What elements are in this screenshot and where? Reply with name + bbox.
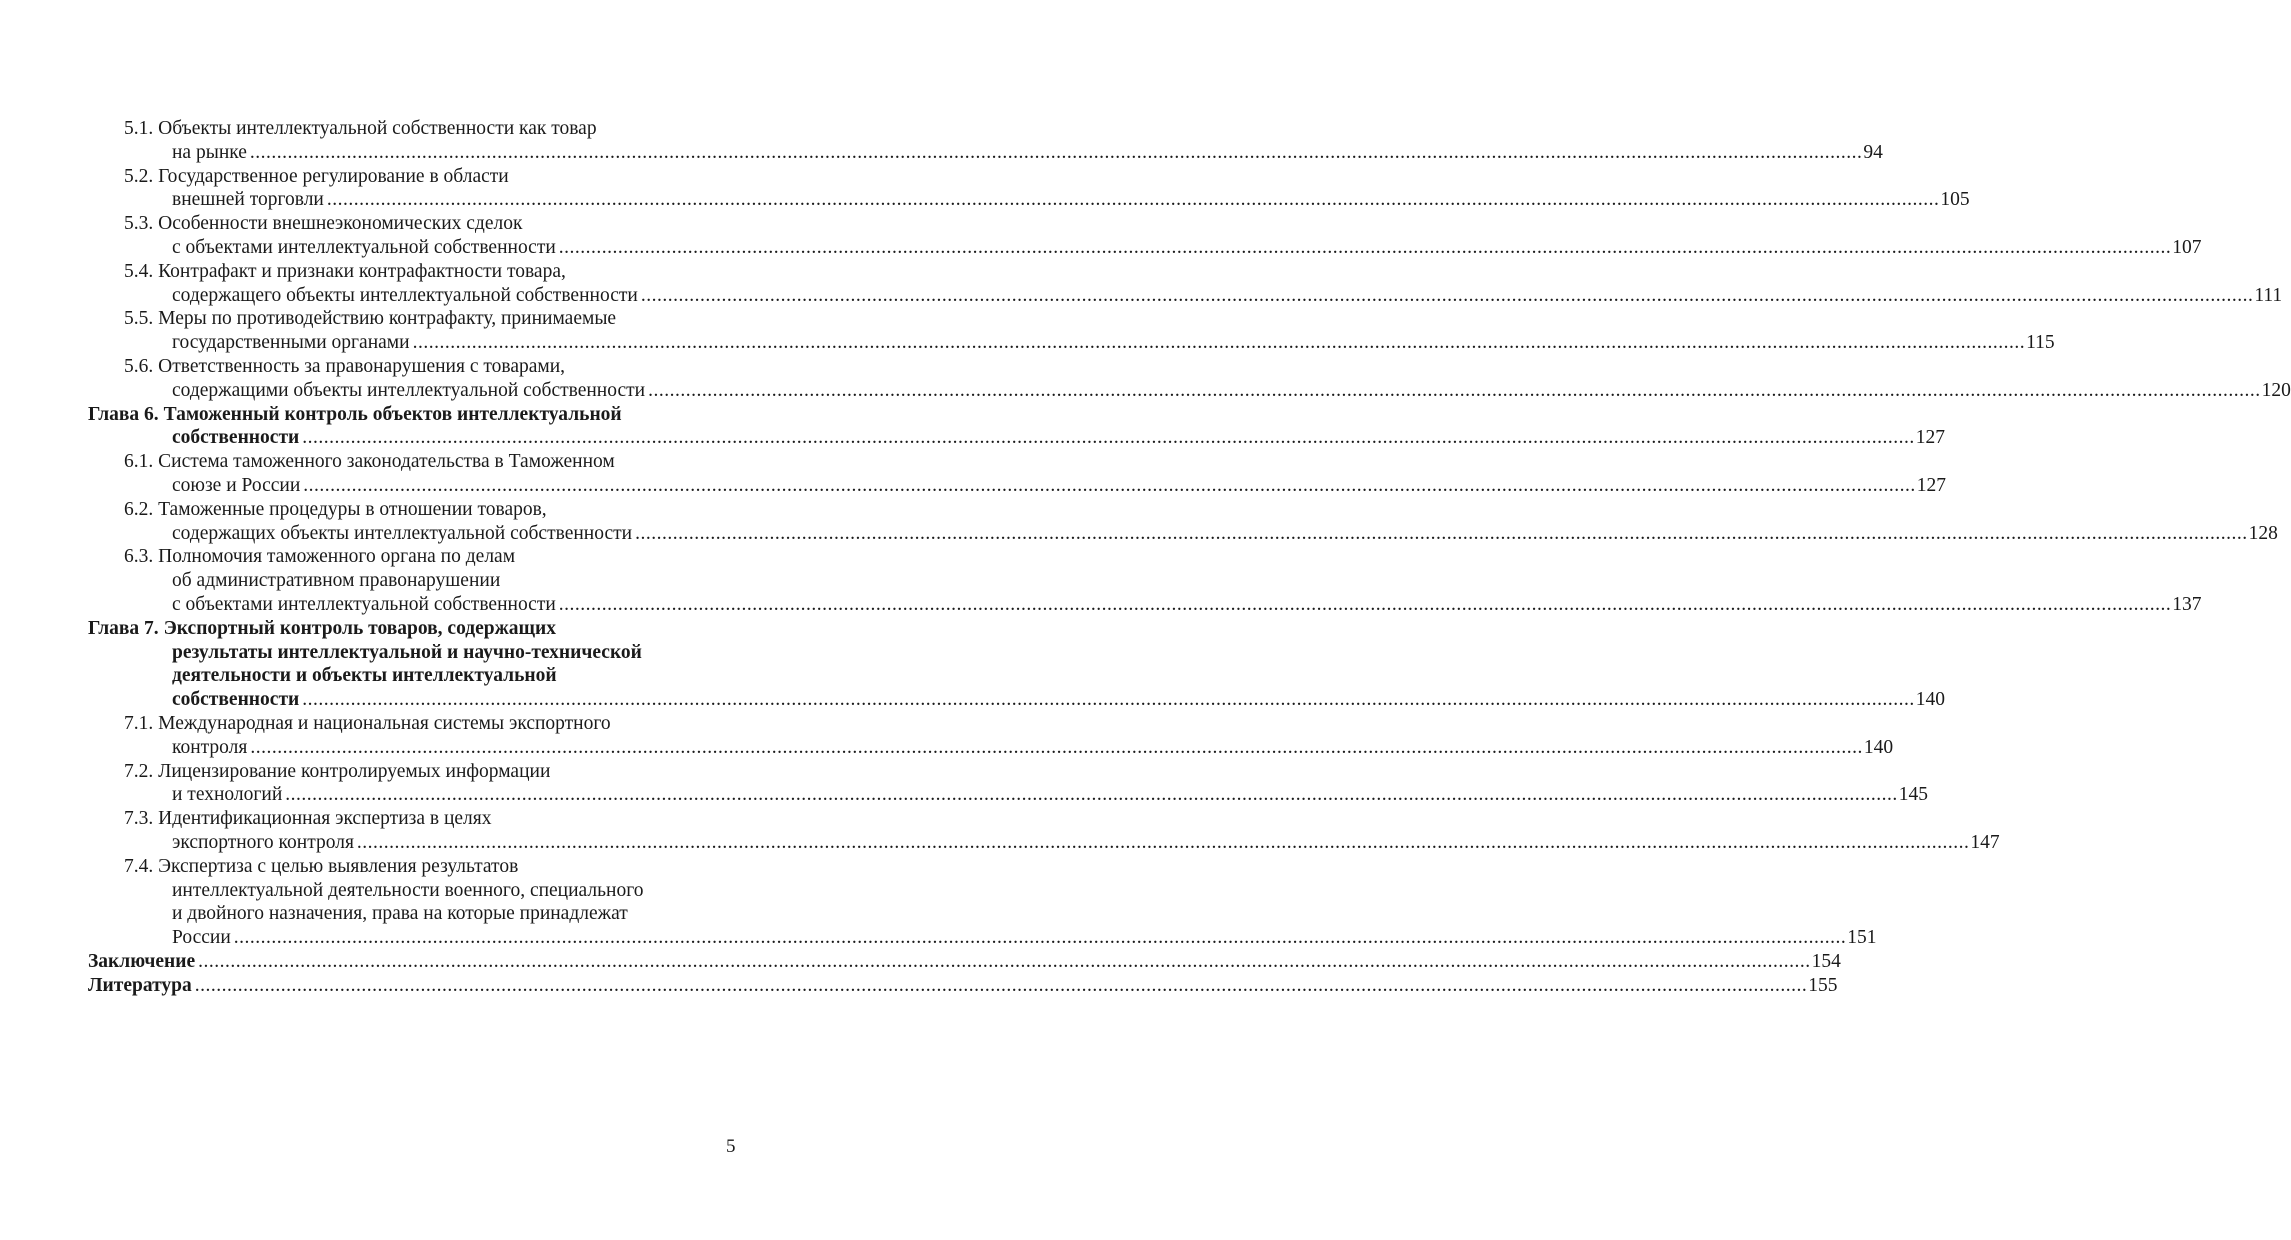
toc-line: [88, 426, 1946, 450]
toc-entry-number: 6.1.: [124, 451, 154, 473]
toc-entry-title: содержащими объекты интеллектуальной собственности: [172, 379, 646, 401]
toc-line: [88, 807, 738, 831]
toc-leader-dots: ............................................................................................................................................................................................................................................................................................................: [356, 831, 1970, 853]
toc-entry-title: об административном правонарушении: [172, 570, 501, 592]
toc-entry-title: Литература: [88, 974, 192, 996]
toc-entry-title: 6.1. Система таможенного законодательства в Таможенном: [124, 451, 615, 473]
toc-line: [88, 902, 738, 926]
toc-page-number: 127: [1915, 427, 1946, 449]
toc-page-number: 115: [2026, 332, 2055, 354]
toc-entry-number: 7.3.: [124, 808, 154, 830]
toc-line: [88, 760, 738, 784]
toc-leader-dots: ............................................................................................................................................................................................................................................................................................................: [249, 141, 1863, 163]
table-of-contents: [88, 117, 2291, 997]
toc-line: [88, 569, 738, 593]
toc-entry-title: собственности: [172, 689, 300, 711]
toc-leader-dots: ............................................................................................................................................................................................................................................................................................................: [285, 784, 1898, 806]
toc-leader-dots: ............................................................................................................................................................................................................................................................................................................: [302, 689, 1915, 711]
toc-line: [88, 498, 738, 522]
toc-entry-title: 5.6. Ответственность за правонарушения с товарами,: [124, 355, 566, 377]
toc-line: [88, 355, 738, 379]
toc-entry-title: 5.3. Особенности внешнеэкономических сделок: [124, 213, 523, 235]
toc-entry-title: Глава 6. Таможенный контроль объектов интеллектуальной: [88, 403, 622, 425]
toc-page-number: 111: [2254, 284, 2283, 306]
toc-entry-title: и двойного назначения, права на которые принадлежат: [172, 903, 628, 925]
toc-line: [88, 403, 738, 427]
toc-entry-title: 5.2. Государственное регулирование в области: [124, 165, 509, 187]
toc-page-number: 154: [1811, 950, 1841, 972]
toc-entry-number: 5.1.: [124, 118, 154, 139]
toc-page-number: 107: [2172, 236, 2202, 258]
toc-line: [88, 141, 1883, 165]
toc-entry-title: и технологий: [172, 784, 283, 806]
toc-leader-dots: ............................................................................................................................................................................................................................................................................................................: [635, 522, 2248, 544]
toc-line: [88, 712, 738, 736]
toc-entry-title: 6.3. Полномочия таможенного органа по делам: [124, 546, 516, 568]
toc-leader-dots: ............................................................................................................................................................................................................................................................................................................: [303, 474, 1916, 496]
toc-page-number: 140: [1915, 689, 1946, 711]
toc-line: [88, 855, 738, 879]
toc-line: [88, 260, 738, 284]
toc-entry-title: содержащих объекты интеллектуальной собственности: [172, 522, 633, 544]
toc-leader-dots: ............................................................................................................................................................................................................................................................................................................: [558, 236, 2172, 258]
toc-entry: [88, 950, 1841, 974]
toc-entry-title: контроля: [172, 736, 248, 758]
toc-entry-title: 5.4. Контрафакт и признаки контрафактности товара,: [124, 260, 566, 282]
toc-entry: [88, 355, 2291, 403]
toc-entry-number: Глава 7.: [88, 617, 159, 639]
toc-entry-number: 5.5.: [124, 308, 154, 330]
toc-entry-number: 6.2.: [124, 498, 154, 520]
toc-entry-number: 5.2.: [124, 165, 154, 187]
toc-entry-title: России: [172, 927, 231, 949]
toc-entry-number: 7.2.: [124, 760, 154, 782]
toc-leader-dots: ............................................................................................................................................................................................................................................................................................................: [640, 284, 2254, 306]
toc-leader-dots: ............................................................................................................................................................................................................................................................................................................: [233, 927, 1847, 949]
toc-entry-title: 7.3. Идентификационная экспертиза в целях: [124, 808, 492, 830]
toc-line: [88, 783, 1929, 807]
toc-line: [88, 165, 738, 189]
toc-entry-title: внешней торговли: [172, 189, 324, 211]
toc-leader-dots: ............................................................................................................................................................................................................................................................................................................: [198, 950, 1811, 972]
toc-entry-number: 7.4.: [124, 855, 154, 877]
toc-leader-dots: ............................................................................................................................................................................................................................................................................................................: [194, 974, 1808, 996]
toc-page-number: 145: [1898, 784, 1929, 806]
toc-entry-number: Глава 6.: [88, 403, 159, 425]
toc-entry-title: результаты интеллектуальной и научно-технической: [172, 641, 642, 663]
toc-leader-dots: ............................................................................................................................................................................................................................................................................................................: [648, 379, 2261, 401]
toc-entry-title: 7.2. Лицензирование контролируемых информации: [124, 760, 551, 782]
page-number: 5: [726, 1136, 736, 1157]
toc-line: [88, 879, 738, 903]
toc-entry: [88, 450, 1947, 498]
toc-line: [88, 474, 1947, 498]
toc-line: [88, 974, 1838, 998]
toc-entry: [88, 403, 1946, 451]
toc-entry: [88, 712, 1894, 760]
toc-line: [88, 736, 1894, 760]
toc-entry-title: 5.1. Объекты интеллектуальной собственности как товар: [124, 118, 597, 139]
toc-line: [88, 926, 1877, 950]
toc-leader-dots: ............................................................................................................................................................................................................................................................................................................: [326, 189, 1940, 211]
toc-entry-title: Глава 7. Экспортный контроль товаров, содержащих: [88, 617, 556, 639]
toc-line: [88, 307, 738, 331]
toc-entry-title: с объектами интеллектуальной собственности: [172, 236, 556, 258]
toc-entry-number: 5.4.: [124, 260, 154, 282]
toc-line: [88, 212, 738, 236]
toc-entry: [88, 545, 2202, 616]
toc-line: [88, 593, 2202, 617]
toc-entry-title: экспортного контроля: [172, 831, 354, 853]
toc-page-number: 137: [2172, 593, 2202, 615]
toc-line: [88, 664, 738, 688]
toc-entry-title: на рынке: [172, 141, 247, 163]
toc-entry-number: 5.3.: [124, 213, 154, 235]
toc-page-number: 140: [1863, 736, 1894, 758]
toc-entry-title: интеллектуальной деятельности военного, специального: [172, 879, 644, 901]
toc-entry: [88, 117, 1883, 165]
toc-line: [88, 950, 1841, 974]
toc-page-number: 147: [1970, 831, 2000, 853]
toc-entry-title: 7.1. Международная и национальная системы экспортного: [124, 712, 611, 734]
toc-entry: [88, 307, 2055, 355]
toc-line: [88, 617, 738, 641]
toc-line: [88, 117, 738, 141]
toc-leader-dots: ............................................................................................................................................................................................................................................................................................................: [558, 593, 2172, 615]
toc-line: [88, 522, 2278, 546]
toc-line: [88, 688, 1946, 712]
toc-line: [88, 450, 738, 474]
toc-entry-title: собственности: [172, 427, 300, 449]
toc-page-number: 120: [2261, 379, 2291, 401]
toc-page-number: 128: [2248, 522, 2278, 544]
toc-entry: [88, 212, 2202, 260]
toc-page-number: 155: [1808, 974, 1838, 996]
toc-entry: [88, 974, 1838, 998]
toc-entry-title: государственными органами: [172, 332, 410, 354]
toc-entry-title: союзе и России: [172, 474, 301, 496]
toc-entry: [88, 498, 2278, 546]
toc-leader-dots: ............................................................................................................................................................................................................................................................................................................: [250, 736, 1863, 758]
toc-leader-dots: ............................................................................................................................................................................................................................................................................................................: [302, 427, 1915, 449]
toc-entry: [88, 807, 2000, 855]
toc-entry-title: деятельности и объекты интеллектуальной: [172, 665, 557, 687]
toc-line: [88, 831, 2000, 855]
toc-entry-title: с объектами интеллектуальной собственности: [172, 593, 556, 615]
toc-entry-number: 7.1.: [124, 712, 154, 734]
toc-entry-number: 6.3.: [124, 546, 154, 568]
toc-entry-title: Заключение: [88, 950, 196, 972]
toc-line: [88, 641, 738, 665]
toc-page-number: 105: [1940, 189, 1970, 211]
toc-entry-title: содержащего объекты интеллектуальной собственности: [172, 284, 638, 306]
toc-entry-number: 5.6.: [124, 355, 154, 377]
toc-entry: [88, 260, 2283, 308]
toc-entry-title: 7.4. Экспертиза с целью выявления результатов: [124, 855, 519, 877]
toc-entry-title: 5.5. Меры по противодействию контрафакту, принимаемые: [124, 308, 617, 330]
toc-entry: [88, 855, 1877, 950]
toc-line: [88, 331, 2055, 355]
toc-page-number: 127: [1916, 474, 1947, 496]
toc-entry: [88, 165, 1970, 213]
toc-page-number: 151: [1847, 927, 1877, 949]
toc-line: [88, 236, 2202, 260]
toc-line: [88, 284, 2283, 308]
toc-line: [88, 188, 1970, 212]
toc-line: [88, 545, 738, 569]
toc-page-number: 94: [1863, 141, 1883, 163]
toc-entry-title: 6.2. Таможенные процедуры в отношении товаров,: [124, 498, 547, 520]
toc-entry: [88, 617, 1946, 712]
toc-entry: [88, 760, 1929, 808]
toc-line: [88, 379, 2291, 403]
toc-leader-dots: ............................................................................................................................................................................................................................................................................................................: [412, 332, 2026, 354]
